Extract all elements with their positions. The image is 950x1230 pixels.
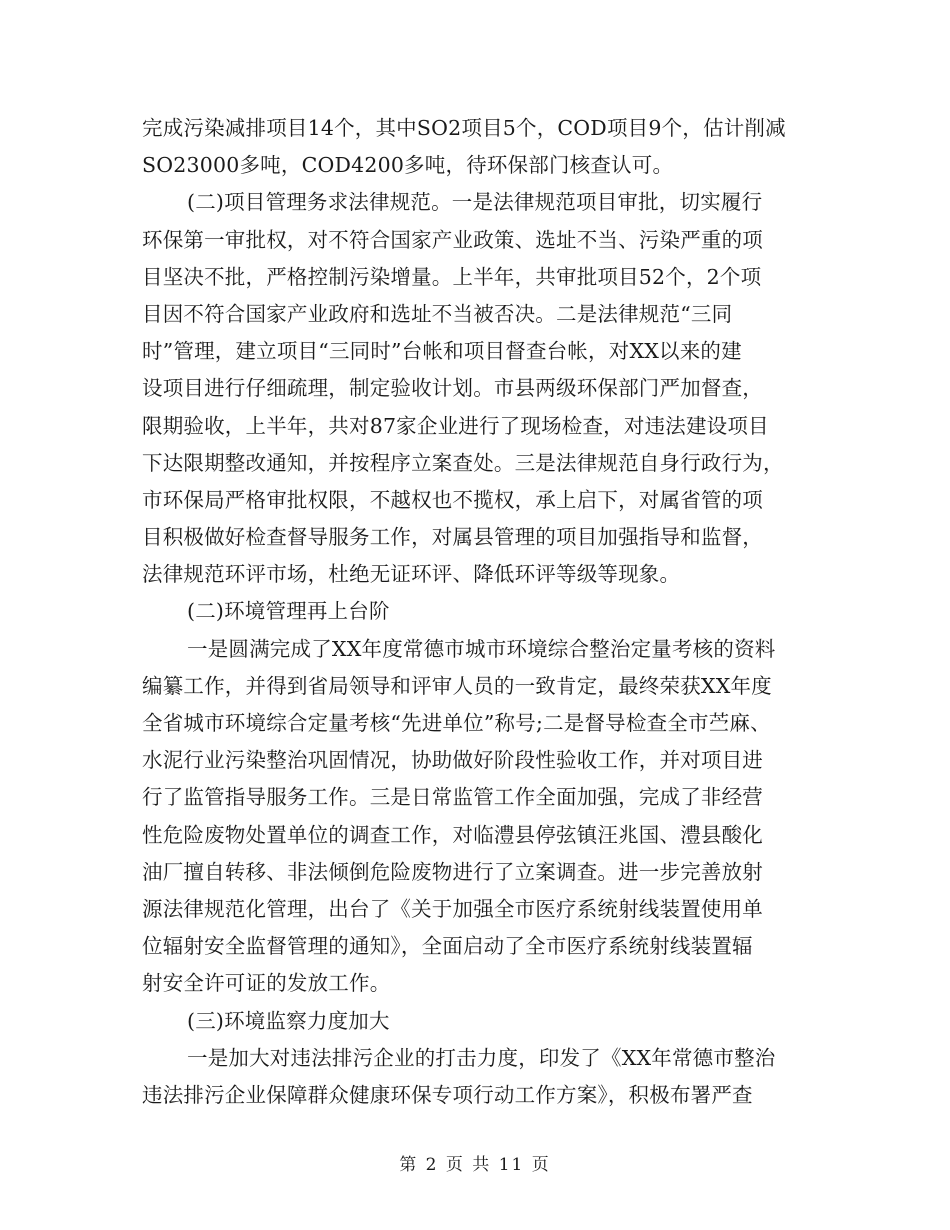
page-footer: [0, 1150, 950, 1175]
text-line: 性危险废物处置单位的调查工作，对临澧县停弦镇汪兆国、澧县酸化: [142, 822, 763, 847]
text-line: 环保第一审批权，对不符合国家产业政策、选址不当、污染严重的项: [142, 227, 763, 252]
text-line: 完成污染减排项目14个，其中SO2项目5个，COD项目9个，估计削减: [142, 116, 786, 140]
text-line: SO23000多吨，COD4200多吨，待环保部门核查认可。: [142, 153, 674, 178]
text-line: 位辐射安全监督管理的通知》，全面启动了全市医疗系统射线装置辐: [142, 934, 753, 959]
text-line: 源法律规范化管理，出台了《关于加强全市医疗系统射线装置使用单: [142, 896, 763, 921]
text-line: 法律规范环评市场，杜绝无证环评、降低环评等级等现象。: [142, 562, 681, 587]
text-line: 编纂工作，并得到省局领导和评审人员的一致肯定，最终荣获XX年度: [142, 673, 772, 698]
text-line: 下达限期整改通知，并按程序立案查处。三是法律规范自身行政行为，: [142, 450, 784, 475]
text-line: 设项目进行仔细疏理，制定验收计划。市县两级环保部门严加督查，: [142, 376, 763, 401]
text-line: 违法排污企业保障群众健康环保专项行动工作方案》，积极布署严查: [142, 1082, 753, 1107]
text-line: 水泥行业污染整治巩固情况，协助做好阶段性验收工作，并对项目进: [142, 748, 763, 773]
text-line: 目积极做好检查督导服务工作，对属县管理的项目加强指导和监督，: [142, 525, 763, 550]
text-line: 射安全许可证的发放工作。: [142, 971, 391, 996]
text-line: 行了监管指导服务工作。三是日常监管工作全面加强，完成了非经营: [142, 785, 763, 810]
text-line: 时”管理，建立项目“三同时”台帐和项目督查台帐，对XX以来的建: [142, 339, 742, 364]
text-line: (二)项目管理务求法律规范。一是法律规范项目审批，切实履行: [187, 190, 763, 215]
text-line: 全省城市环境综合定量考核“先进单位”称号;二是督导检查全市苎麻、: [142, 711, 771, 735]
document-body: [142, 110, 822, 1114]
text-line: 目坚决不批，严格控制污染增量。上半年，共审批项目52个，2个项: [142, 264, 762, 289]
text-line: (三)环境监察力度加大: [187, 1008, 390, 1033]
text-line: 目因不符合国家产业政府和选址不当被否决。二是法律规范“三同: [142, 301, 733, 326]
text-line: (二)环境管理再上台阶: [187, 599, 390, 624]
text-line: 市环保局严格审批权限，不越权也不揽权，承上启下，对属省管的项: [142, 487, 763, 512]
text-line: 一是加大对违法排污企业的打击力度，印发了《XX年常德市整治: [187, 1045, 776, 1070]
text-line: 一是圆满完成了XX年度常德市城市环境综合整治定量考核的资料: [187, 636, 776, 661]
text-line: 限期验收，上半年，共对87家企业进行了现场检查，对违法建设项目: [142, 413, 769, 438]
text-line: 油厂擅自转移、非法倾倒危险废物进行了立案调查。进一步完善放射: [142, 859, 763, 884]
page-number-label: 第 2 页 共 11 页: [399, 1155, 551, 1175]
